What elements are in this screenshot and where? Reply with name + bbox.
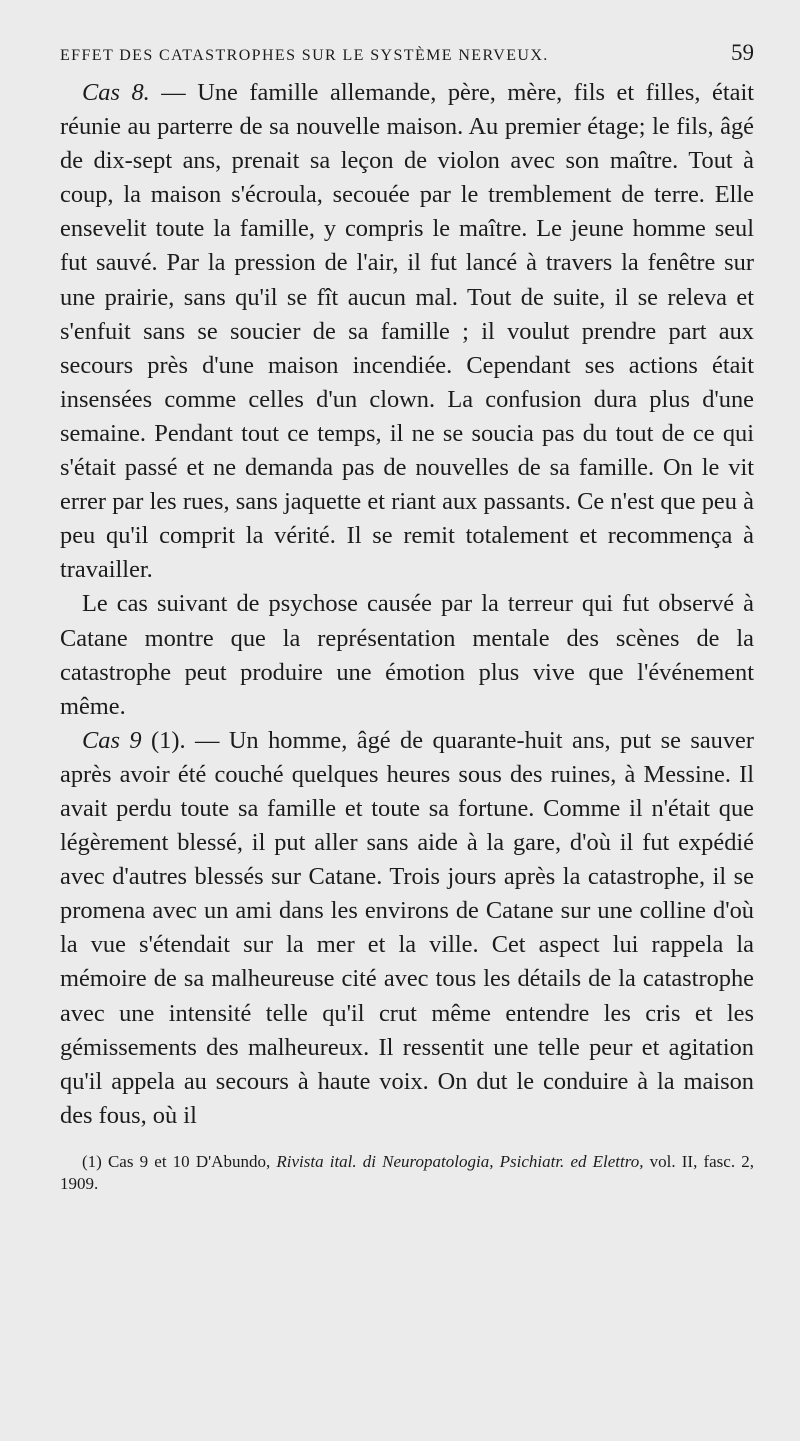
footnote-suffix: vol. II, fasc. 2, 1909. [60,1151,754,1193]
paragraph-case-8 [60,76,754,587]
paragraph-case-9 [60,724,754,1133]
footnote [60,1151,754,1195]
paragraph-text: (1). — Un homme, âgé de quarante-huit ans, put se sauver après avoir été couché quelques heures sous des ruines, à Messine. Il avait perdu toute sa famille et toute sa fortune. Comme il n'était que légèrement blessé, il put aller sans aide à la gare, d'où il fut expédié avec d'autres blessés sur Catane. Trois jours après la catastrophe, il se promena avec un ami dans les environs de Catane sur une colline d'où la vue s'étendait sur la mer et la ville. Cet aspect lui rappela la mémoire de sa malheureuse cité avec tous les détails de la catastrophe avec une intensité telle qu'il crut même entendre les cris et les gémissements des malheureux. Il ressentit une telle peur et agitation qu'il appela au secours à haute voix. On dut le conduire à la maison des fous, où il [60,726,755,1129]
paragraph-transition [60,587,754,723]
footnote-journal-title: Rivista ital. di Neuropatologia, Psichiatr. ed Elettro, [276,1151,644,1171]
footnote-prefix: (1) Cas 9 et 10 D'Abundo, [82,1151,277,1171]
paragraph-text: Le cas suivant de psychose causée par la terreur qui fut observé à Catane montre que la représentation mentale des scènes de la catastrophe peut produire une émotion plus vive que l'événement même. [60,590,754,720]
running-head [60,40,754,66]
body-text [60,76,754,1133]
running-title: EFFET DES CATASTROPHES SUR LE SYSTÈME NERVEUX. [60,47,549,64]
case-label: Cas 9 [82,726,142,754]
paragraph-text: — Une famille allemande, père, mère, fils et filles, était réunie au parterre de sa nouvelle maison. Au premier étage; le fils, âgé de dix-sept ans, prenait sa leçon de violon avec son maître. Tout à coup, la maison s'écroula, secouée par le tremblement de terre. Elle ensevelit toute la famille, y compris le maître. Le jeune homme seul fut sauvé. Par la pression de l'air, il fut lancé à travers la fenêtre sur une prairie, sans qu'il se fît aucun mal. Tout de suite, il se releva et s'enfuit sans se soucier de sa famille ; il voulut prendre part aux secours près d'une maison incendiée. Cependant ses actions était insensées comme celles d'un clown. La confusion dura plus d'une semaine. Pendant tout ce temps, il ne se soucia pas du tout de ce qui s'était passé et ne demanda pas de nouvelles de sa famille. On le vit errer par les rues, sans jaquette et riant aux passants. Ce n'est que peu à peu qu'il comprit la vérité. Il se remit totalement et recommença à travailler. [60,79,754,584]
case-label: Cas 8. [82,79,150,106]
page-number: 59 [731,40,754,65]
